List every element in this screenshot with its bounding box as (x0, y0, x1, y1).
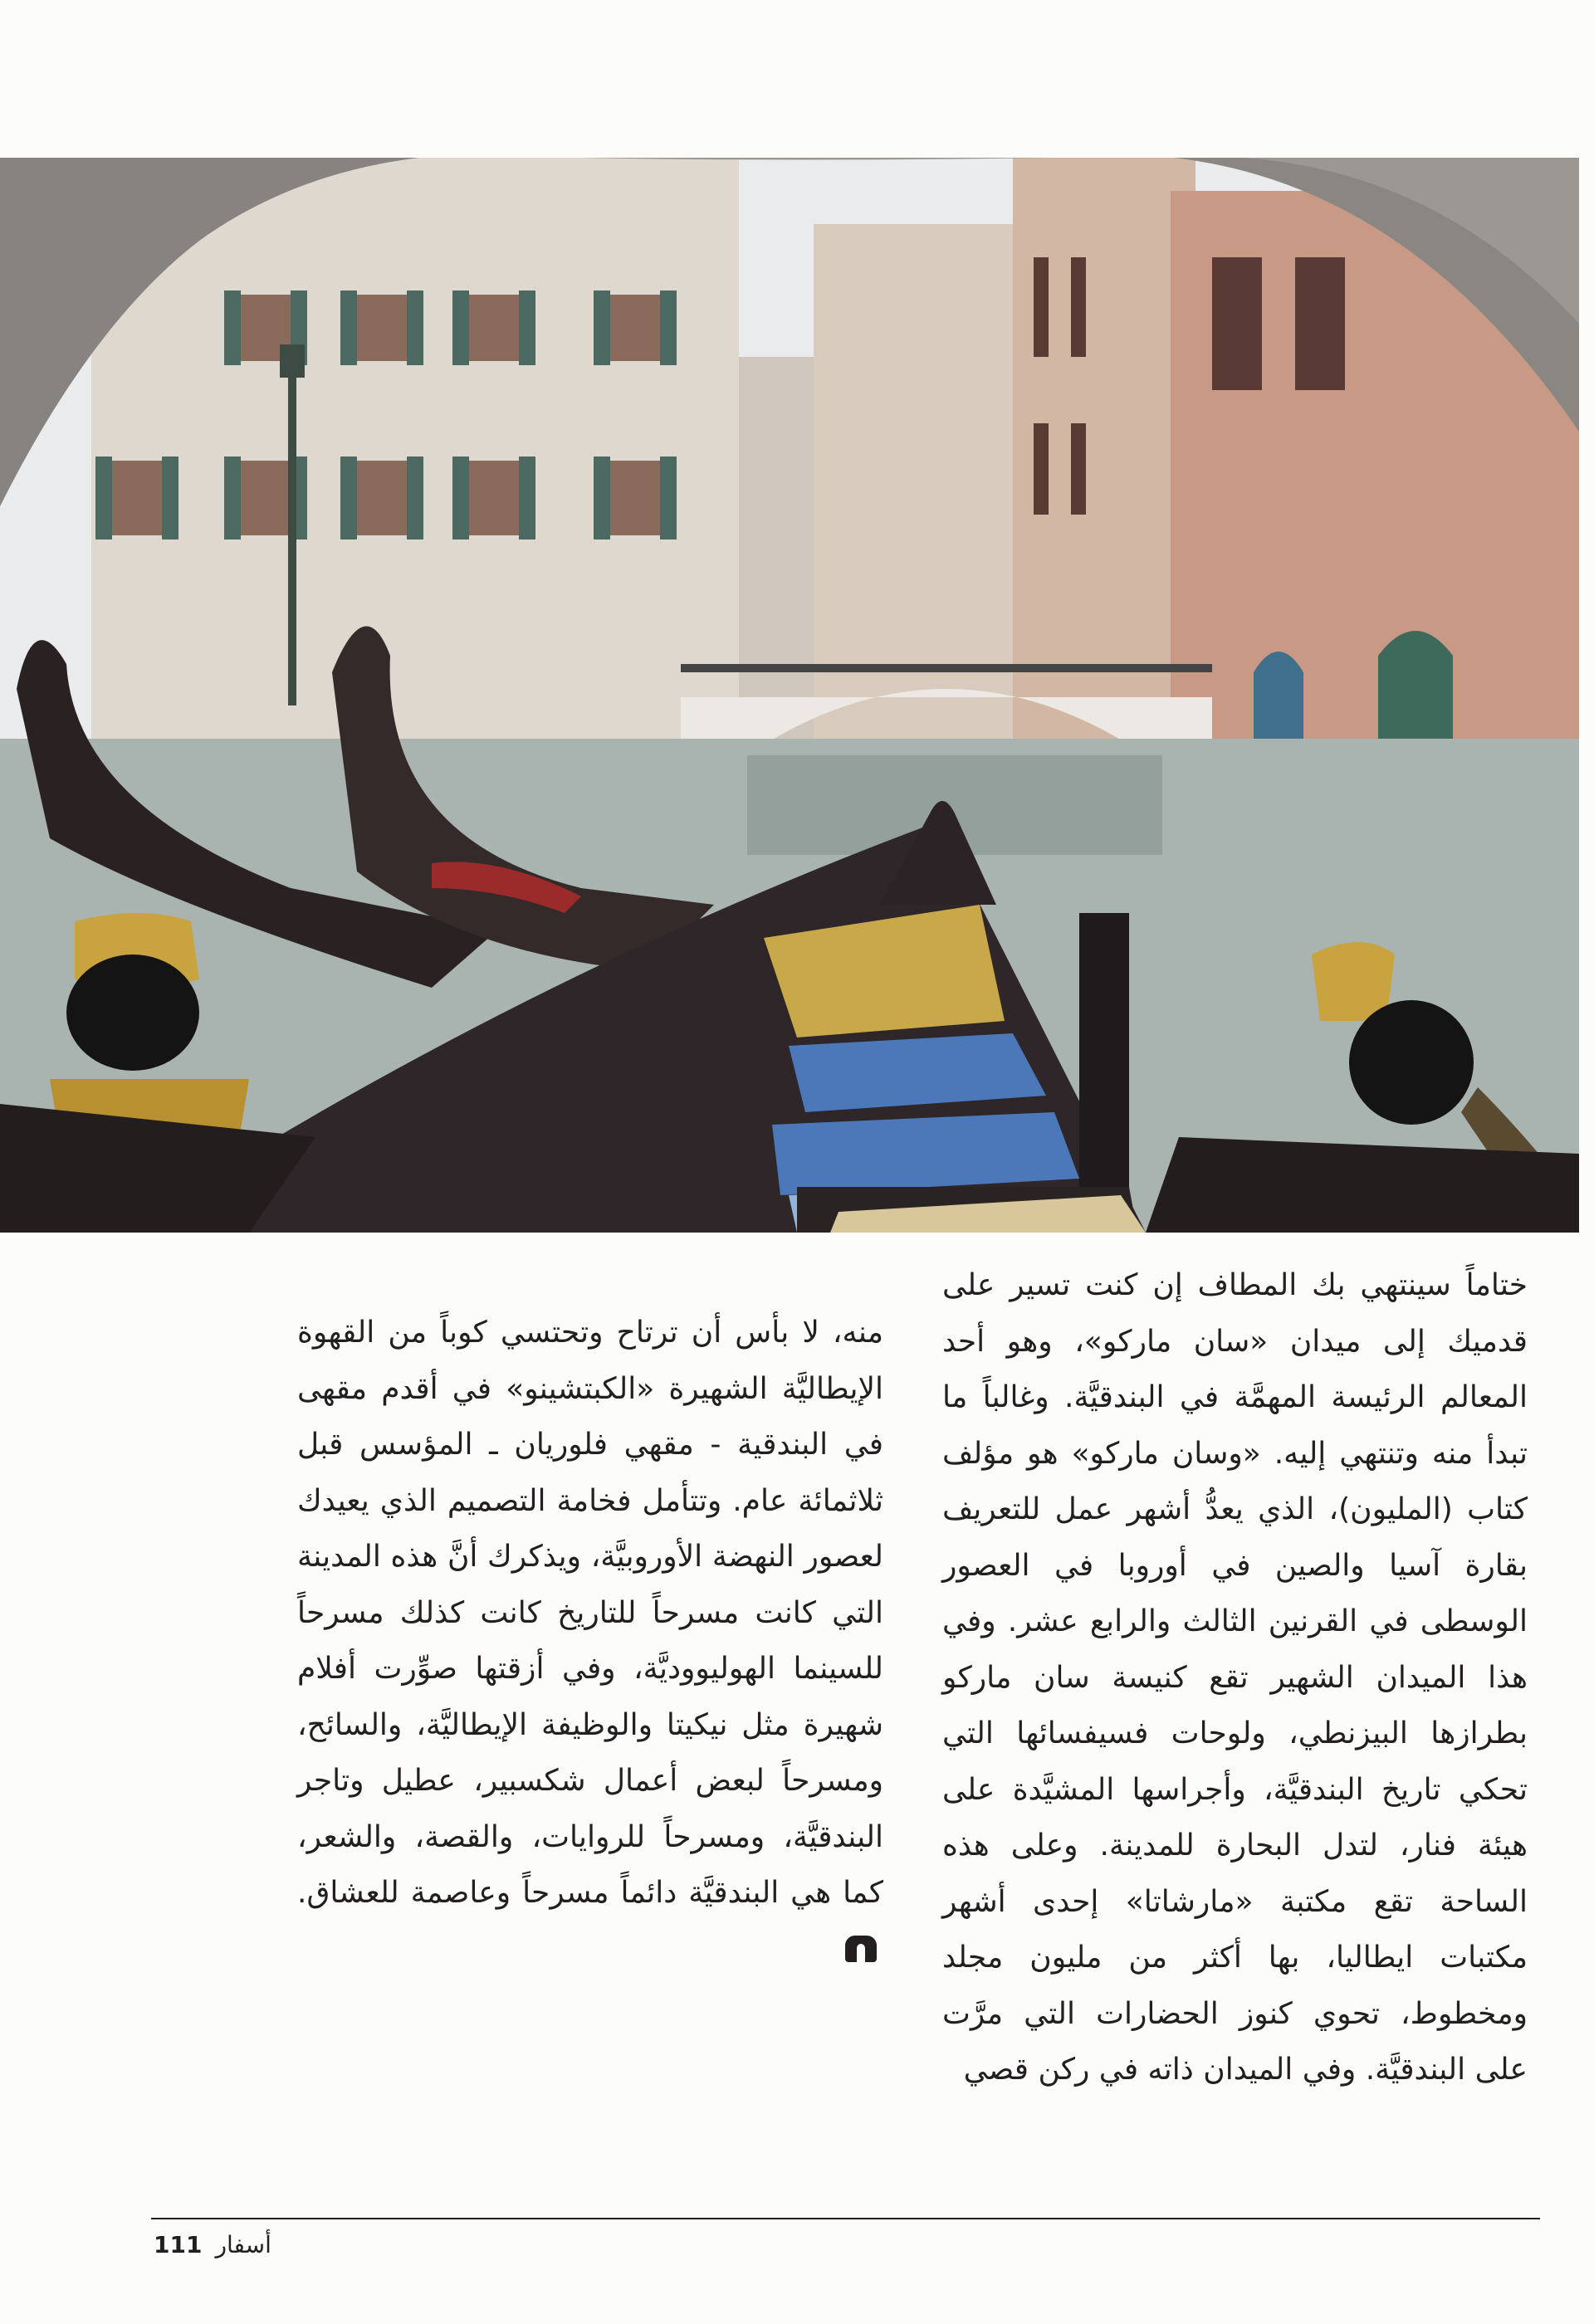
article-column-left (297, 1305, 883, 1977)
venice-gondola-canal-photo (0, 158, 1579, 1233)
article-column-right (942, 1257, 1528, 2098)
article-end-mark-icon (845, 1936, 877, 1962)
page-number: 111 (154, 2231, 203, 2258)
page-footer (154, 2231, 271, 2258)
footer-rule (151, 2218, 1540, 2219)
magazine-name: أسفار (215, 2231, 271, 2258)
article-paragraph-left (297, 1305, 883, 1977)
article-paragraph-right: ختاماً سينتهي بك المطاف إن كنت تسير على قدميك إلى ميدان «سان ماركو»، وهو أحد المعالم الرئيسة المهمَّة في البندقيَّة. وغالباً ما تبدأ منه وتنتهي إليه. «وسان ماركو» هو مؤلف كتاب (المليون)، الذي يعدُّ أشهر عمل للتعريف بقارة آسيا والصين في أوروبا في العصور الوسطى في القرنين الثالث والرابع عشر. وفي هذا الميدان الشهير تقع كنيسة سان ماركو بطرازها البيزنطي، ولوحات فسيفسائها التي تحكي تاريخ البندقيَّة، وأجراسها المشيَّدة على هيئة فنار، لتدل البحارة للمدينة. وعلى هذه الساحة تقع مكتبة «مارشاتا» إحدى أشهر مكتبات ايطاليا، بها أكثر من مليون مجلد ومخطوط، تحوي كنوز الحضارات التي مرَّت على البندقيَّة. وفي الميدان ذاته في ركن قصي (942, 1268, 1528, 2087)
article-text-left: منه، لا بأس أن ترتاح وتحتسي كوباً من القهوة الإيطاليَّة الشهيرة «الكبتشينو» في أقدم مقهى في البندقية - مقهي فلوريان ـ المؤسس قبل ثلاثمائة عام. وتتأمل فخامة التصميم الذي يعيدك لعصور النهضة الأوروبيَّة، ويذكرك أنَّ هذه المدينة التي كانت مسرحاً للتاريخ كانت كذلك مسرحاً للسينما الهوليووديَّة، وفي أزقتها صوِّرت أفلام شهيرة مثل نيكيتا والوظيفة الإيطاليَّة، والسائح، ومسرحاً لبعض أعمال شكسبير، عطيل وتاجر البندقيَّة، ومسرحاً للروايات، والقصة، والشعر، كما هي البندقيَّة دائماً مسرحاً وعاصمة للعشاق. (297, 1316, 883, 1910)
